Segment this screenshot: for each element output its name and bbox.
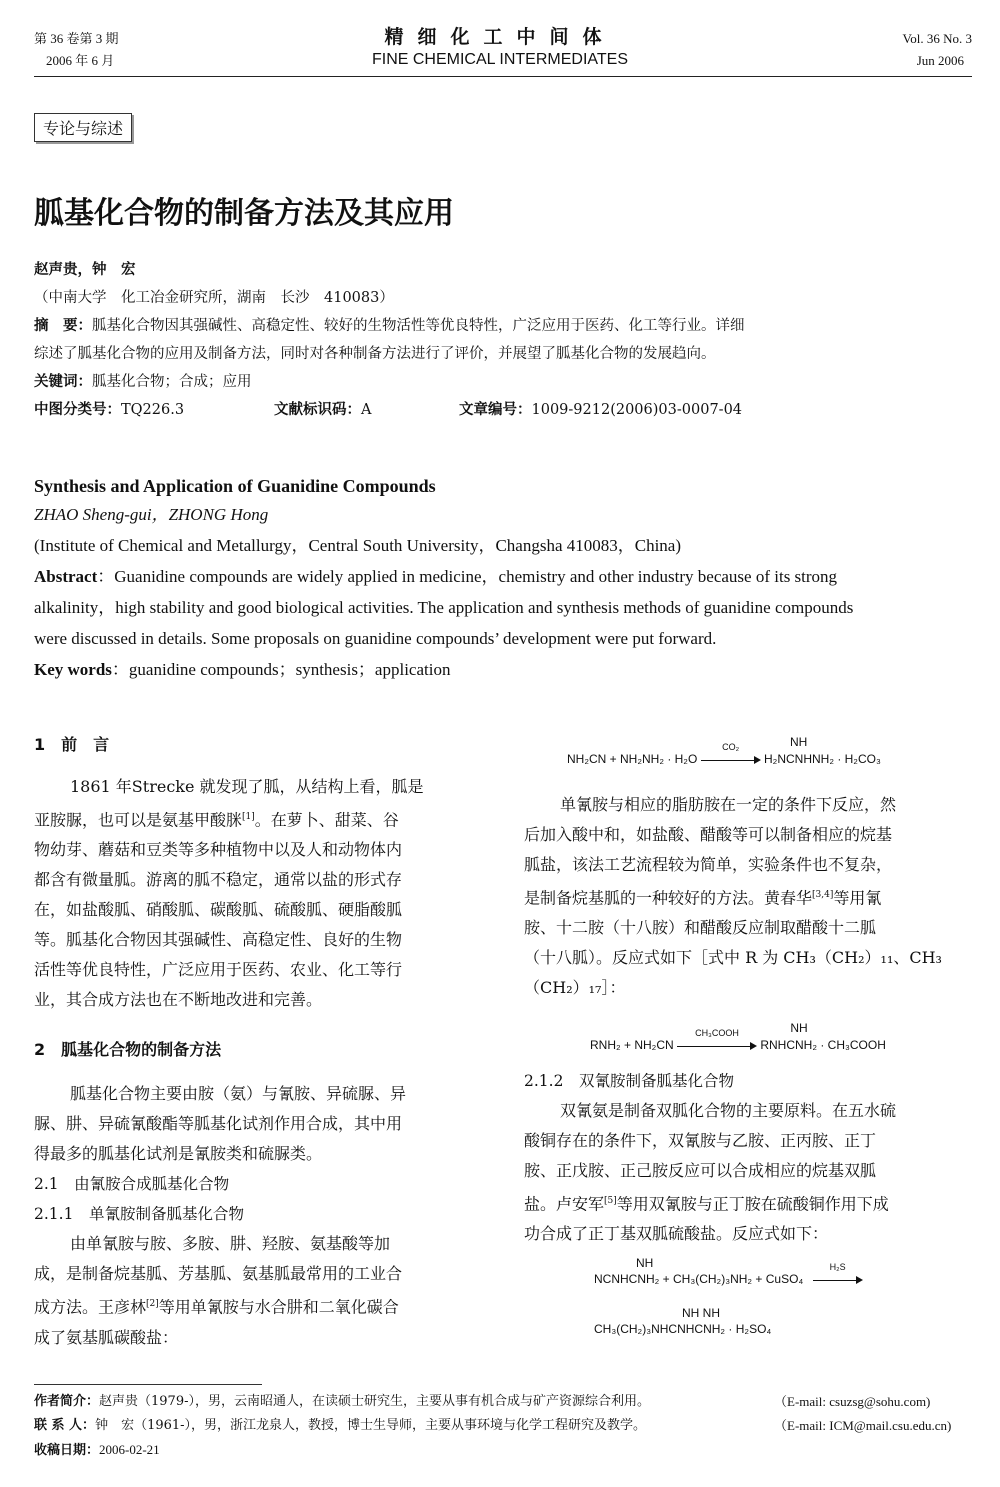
authors-en: ZHAO Sheng-gui，ZHONG Hong	[34, 505, 269, 524]
text-line: 胺、十二胺（十八胺）和醋酸反应制取醋酸十二胍	[524, 918, 877, 938]
issue-date: 2006 年 6 月	[46, 53, 115, 68]
text-line: 功合成了正丁基双胍硫酸盐。反应式如下：	[524, 1224, 829, 1244]
keywords-en-text: ：guanidine compounds；synthesis；application	[111, 660, 451, 679]
clc-label: 中图分类号：	[34, 402, 121, 418]
right-paragraph-1	[524, 790, 976, 1003]
eq3-imine-group: NH	[636, 1256, 654, 1270]
authors-cn: 赵声贵，钟 宏	[34, 262, 136, 278]
right-paragraph-2	[524, 1066, 976, 1249]
subsection-heading-2-1-2: 2.1.2 双氰胺制备胍基化合物	[524, 1072, 734, 1090]
column-tag: 专论与综述	[34, 113, 132, 142]
text-line: 活性等优良特性，广泛应用于医药、农业、化工等行	[34, 960, 403, 980]
text-line: 胍基化合物主要由胺（氨）与氰胺、异硫脲、异	[70, 1084, 407, 1104]
keywords-cn-text: 胍基化合物；合成；应用	[92, 374, 252, 390]
abstract-cn	[34, 312, 974, 340]
article-number-label: 文章编号：	[459, 402, 532, 418]
affiliation-en: (Institute of Chemical and Metallurgy，Central South University，Changsha 410083，China)	[34, 536, 682, 555]
article-number: 1009-9212(2006)03-0007-04	[531, 402, 743, 418]
title-en: Synthesis and Application of Guanidine Compounds	[34, 476, 436, 496]
footnotes	[34, 1390, 979, 1463]
keywords-en	[34, 654, 978, 685]
abstract-en	[34, 561, 978, 592]
text-line: 脲、肼、异硫氰酸酯等胍基化试剂作用合成，其中用	[34, 1114, 403, 1134]
classification-line	[34, 396, 974, 424]
keywords-cn-label: 关键词：	[34, 374, 92, 390]
author-bio-text: 赵声贵（1979-），男，云南昭通人，在读硕士研究生，主要从事有机合成与矿产资源综合利用。	[99, 1394, 650, 1409]
reaction-arrow-icon	[701, 741, 761, 765]
subsection-heading-2-1-1: 2.1.1 单氰胺制备胍基化合物	[34, 1205, 244, 1224]
methods-paragraph	[34, 1079, 482, 1169]
text-line: 业，其合成方法也在不断地改进和完善。	[34, 990, 323, 1010]
text-line: 酸铜存在的条件下，双氰胺与乙胺、正丙胺、正丁	[524, 1131, 877, 1150]
text-line: 由单氰胺与胺、多胺、肼、羟胺、氨基酸等加	[70, 1234, 391, 1254]
eq2-product: RNHCNH₂ · CH₃COOH	[760, 1038, 886, 1052]
eq1-catalyst: CO₂	[722, 741, 740, 752]
text-span: 盐。卢安军	[524, 1194, 605, 1214]
contact-label: 联 系 人：	[34, 1418, 96, 1433]
received-date	[34, 1438, 979, 1463]
doc-code-label: 文献标识码：	[274, 402, 361, 418]
cyanamide-paragraph	[34, 1229, 482, 1352]
eq3-imine-groups: NH NH	[682, 1306, 720, 1320]
text-line: 成，是制备烷基胍、芳基胍、氨基胍最常用的工业合	[34, 1264, 403, 1284]
contact-text: 钟 宏（1961-），男，浙江龙泉人，教授，博士生导师，主要从事环境与化学工程研究及教学。	[95, 1418, 647, 1433]
doc-code: A	[361, 402, 372, 418]
text-line: 都含有微量胍。游离的胍不稳定，通常以盐的形式存	[34, 870, 403, 890]
received-date-value: 2006-02-21	[99, 1442, 160, 1457]
affiliation-cn: （中南大学 化工冶金研究所，湖南 长沙 410083）	[34, 290, 394, 306]
eq1-product-wrap	[764, 735, 881, 766]
text-line	[524, 1186, 976, 1219]
en-front-matter	[34, 476, 978, 685]
equation-2	[524, 1010, 976, 1060]
eq1-reactants: NH₂CN + NH₂NH₂ · H₂O	[567, 752, 698, 766]
intro-paragraph	[34, 772, 482, 1015]
text-line: 在，如盐酸胍、硝酸胍、碳酸胍、硫酸胍、硬脂酸胍	[34, 900, 403, 920]
abstract-cn-label: 摘 要：	[34, 318, 92, 334]
text-line: （CH₂）₁₇］：	[524, 978, 626, 998]
author-bio	[34, 1390, 979, 1414]
eq2-reactants: RNH₂ + NH₂CN	[590, 1038, 674, 1052]
eq2-imine-group: NH	[790, 1021, 808, 1035]
eq2-catalyst: CH₃COOH	[695, 1027, 739, 1038]
text-line: 胍盐，该法工艺流程较为简单，实验条件也不复杂，	[524, 855, 893, 874]
abstract-en-line2: alkalinity，high stability and good biological activities. The application and synthesis methods of guanidine compounds	[34, 598, 854, 617]
text-span: 等用双氰胺与正丁胺在硫酸铜作用下成	[616, 1194, 889, 1214]
keywords-en-label: Key words	[34, 660, 112, 679]
text-line: （十八胍）。反应式如下［式中 R 为 CH₃（CH₂）₁₁、CH₃	[524, 948, 942, 968]
contact-email[interactable]: （E-mail: ICM@mail.csu.edu.cn)	[774, 1418, 952, 1433]
header-rule	[34, 76, 972, 77]
text-line: 得最多的胍基化试剂是氰胺类和硫脲类。	[34, 1144, 323, 1164]
journal-name-en: FINE CHEMICAL INTERMEDIATES	[371, 51, 629, 68]
section-heading-methods: 2 胍基化合物的制备方法	[34, 1040, 222, 1060]
footnote-rule	[34, 1384, 262, 1385]
eq2-product-wrap	[760, 1021, 886, 1052]
text-span: 是制备烷基胍的一种较好的方法。黄春华	[524, 888, 813, 908]
eq1-product: H₂NCNHNH₂ · H₂CO₃	[764, 752, 881, 766]
equation-3	[524, 1256, 976, 1360]
left-column	[34, 730, 482, 1353]
eq3-catalyst: H₂S	[829, 1261, 846, 1272]
volume-issue: 第 36 卷第 3 期	[34, 31, 119, 46]
equation-1	[524, 732, 976, 784]
journal-name-cn: 精细化工中间体	[384, 26, 616, 48]
text-span: 。在萝卜、甜菜、谷	[254, 810, 399, 830]
text-line: 成了氨基胍碳酸盐：	[34, 1327, 179, 1347]
volume-issue-en: Vol. 36 No. 3	[902, 31, 972, 46]
text-line	[34, 1289, 482, 1322]
citation-ref[interactable]: [1]	[242, 812, 255, 822]
text-line: 后加入酸中和，如盐酸、醋酸等可以制备相应的烷基	[524, 825, 893, 844]
text-line: 等。胍基化合物因其强碱性、高稳定性、良好的生物	[34, 930, 403, 950]
issue-date-en: Jun 2006	[916, 53, 964, 68]
issue-info-en	[903, 28, 972, 72]
eq1-imine-group: NH	[790, 735, 808, 749]
citation-ref[interactable]: [2]	[146, 1299, 159, 1310]
cn-front-matter	[34, 256, 974, 424]
abstract-cn-line1: 胍基化合物因其强碱性、高稳定性、较好的生物活性等优良特性，广泛应用于医药、化工等行业。详细	[92, 318, 745, 334]
text-line: 双氰氨是制备双胍化合物的主要原料。在五水硫	[560, 1101, 897, 1120]
section-heading-intro: 1 前 言	[34, 735, 110, 754]
issue-info	[34, 28, 119, 72]
received-date-label: 收稿日期：	[34, 1443, 100, 1458]
text-line: 物幼芽、蘑菇和豆类等多种植物中以及人和动物体内	[34, 840, 403, 860]
abstract-cn-line2: 综述了胍基化合物的应用及制备方法，同时对各种制备方法进行了评价，并展望了胍基化合物的发展趋向。	[34, 346, 716, 362]
text-span: 等用单氰胺与水合肼和二氧化碳合	[158, 1297, 399, 1317]
journal-name	[300, 22, 700, 69]
text-line: 1861 年Strecke 就发现了胍，从结构上看，胍是	[70, 777, 424, 796]
text-span: 等用氰	[833, 888, 882, 908]
citation-ref[interactable]: [3,4]	[812, 890, 834, 900]
text-span: 亚胺脲，也可以是氨基甲酸脒	[34, 810, 243, 830]
reaction-arrow-icon	[677, 1027, 757, 1051]
citation-ref[interactable]: [5]	[604, 1196, 617, 1206]
page-title: 胍基化合物的制备方法及其应用	[34, 196, 454, 231]
author-email[interactable]: （E-mail: csuzsg@sohu.com)	[774, 1394, 931, 1409]
contact-bio	[34, 1414, 979, 1438]
abstract-en-line3: were discussed in details. Some proposals on guanidine compounds’ development were put forward.	[34, 629, 717, 648]
abstract-en-line1: ：Guanidine compounds are widely applied in medicine，chemistry and other industry because of its strong	[97, 567, 838, 586]
eq3-product: CH₃(CH₂)₃NHCNHCNH₂ · H₂SO₄	[594, 1322, 772, 1336]
abstract-en-label: Abstract	[34, 567, 98, 586]
subsection-heading-2-1: 2.1 由氰胺合成胍基化合物	[34, 1175, 230, 1194]
text-line: 单氰胺与相应的脂肪胺在一定的条件下反应，然	[560, 795, 897, 814]
eq3-reactants: NCNHCNH₂ + CH₃(CH₂)₃NH₂ + CuSO₄	[594, 1272, 804, 1286]
clc-number: TQ226.3	[121, 402, 185, 418]
keywords-cn	[34, 368, 974, 396]
author-bio-label: 作者简介：	[34, 1394, 100, 1409]
text-line: 胺、正戊胺、正己胺反应可以合成相应的烷基双胍	[524, 1161, 877, 1180]
reaction-arrow-icon	[813, 1261, 863, 1285]
text-line	[34, 802, 482, 835]
text-span: 成方法。王彦林	[34, 1297, 147, 1317]
text-line	[524, 880, 976, 913]
